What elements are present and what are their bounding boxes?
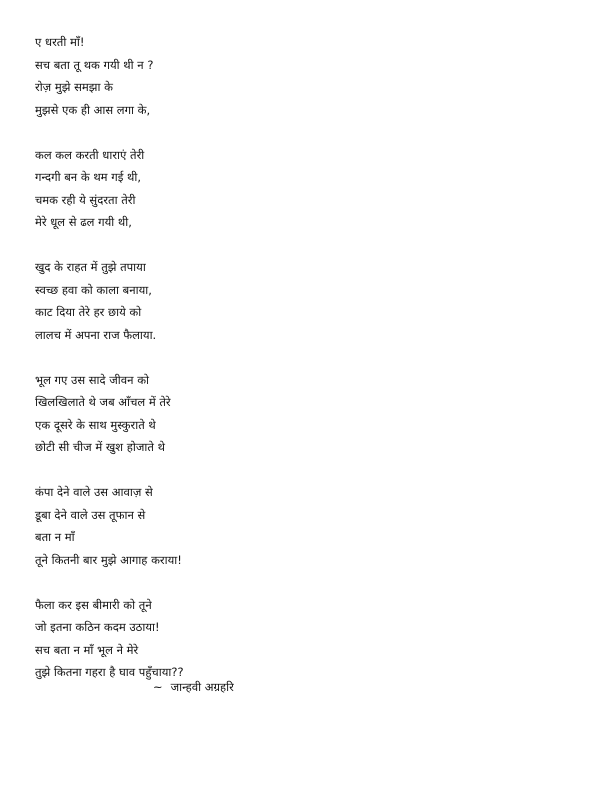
poem-line: चमक रही ये सुंदरता तेरी [35, 192, 136, 207]
poem-line: ए धरती माँ! [35, 35, 85, 49]
poem-line: स्वच्छ हवा को काला बनाया, [35, 282, 152, 297]
poem-line: मेरे धूल से ढल गयी थी, [35, 215, 132, 229]
poem-line: भूल गए उस सादे जीवन को [35, 372, 150, 387]
poem-line: खुद के राहत में तुझे तपाया [35, 260, 146, 274]
poem-line: कल कल करती धाराएं तेरी [35, 147, 145, 162]
poem-line: रोज़ मुझे समझा के [35, 80, 113, 94]
poem-line: छोटी सी चीज में खुश होजाते थे [35, 440, 165, 454]
poem-line: तूने कितनी बार मुझे आगाह कराया! [35, 552, 182, 567]
poem-line: फैला कर इस बीमारी को तूने [35, 597, 152, 612]
poem-line: बता न माँ [35, 530, 75, 544]
poem-line: मुझसे एक ही आस लगा के, [35, 102, 151, 117]
poem [35, 31, 575, 706]
poem-line: जो इतना कठिन कदम उठाया! [35, 620, 160, 634]
poem-line: काट दिया तेरे हर छाये को [35, 305, 142, 319]
stanza [35, 594, 575, 684]
poem-line: कंपा देने वाले उस आवाज़ से [35, 485, 153, 499]
poem-line: डूबा देने वाले उस तूफान से [35, 507, 146, 522]
poem-line: खिलखिलाते थे जब आँचल में तेरे [35, 395, 171, 409]
poem-line: गन्दगी बन के थम गई थी, [35, 170, 141, 184]
stanza [35, 481, 575, 571]
poem-line: सच बता न माँ भूल ने मेरे [35, 642, 139, 657]
poem-line: लालच में अपना राज फैलाया. [35, 327, 157, 342]
stanza [35, 144, 575, 234]
poem-line: तुझे कितना गहरा है घाव पहुँचाया?? [35, 665, 184, 679]
stanza [35, 31, 575, 121]
stanza [35, 256, 575, 346]
poem-line: एक दूसरे के साथ मुस्कुराते थे [35, 417, 156, 432]
author-name: जान्हवी अग्रहरि [170, 680, 234, 694]
stanza [35, 369, 575, 459]
author-signature [153, 676, 234, 698]
poem-line: सच बता तू थक गयी थी न ? [35, 57, 154, 72]
signature-tilde: ~ [153, 680, 163, 694]
